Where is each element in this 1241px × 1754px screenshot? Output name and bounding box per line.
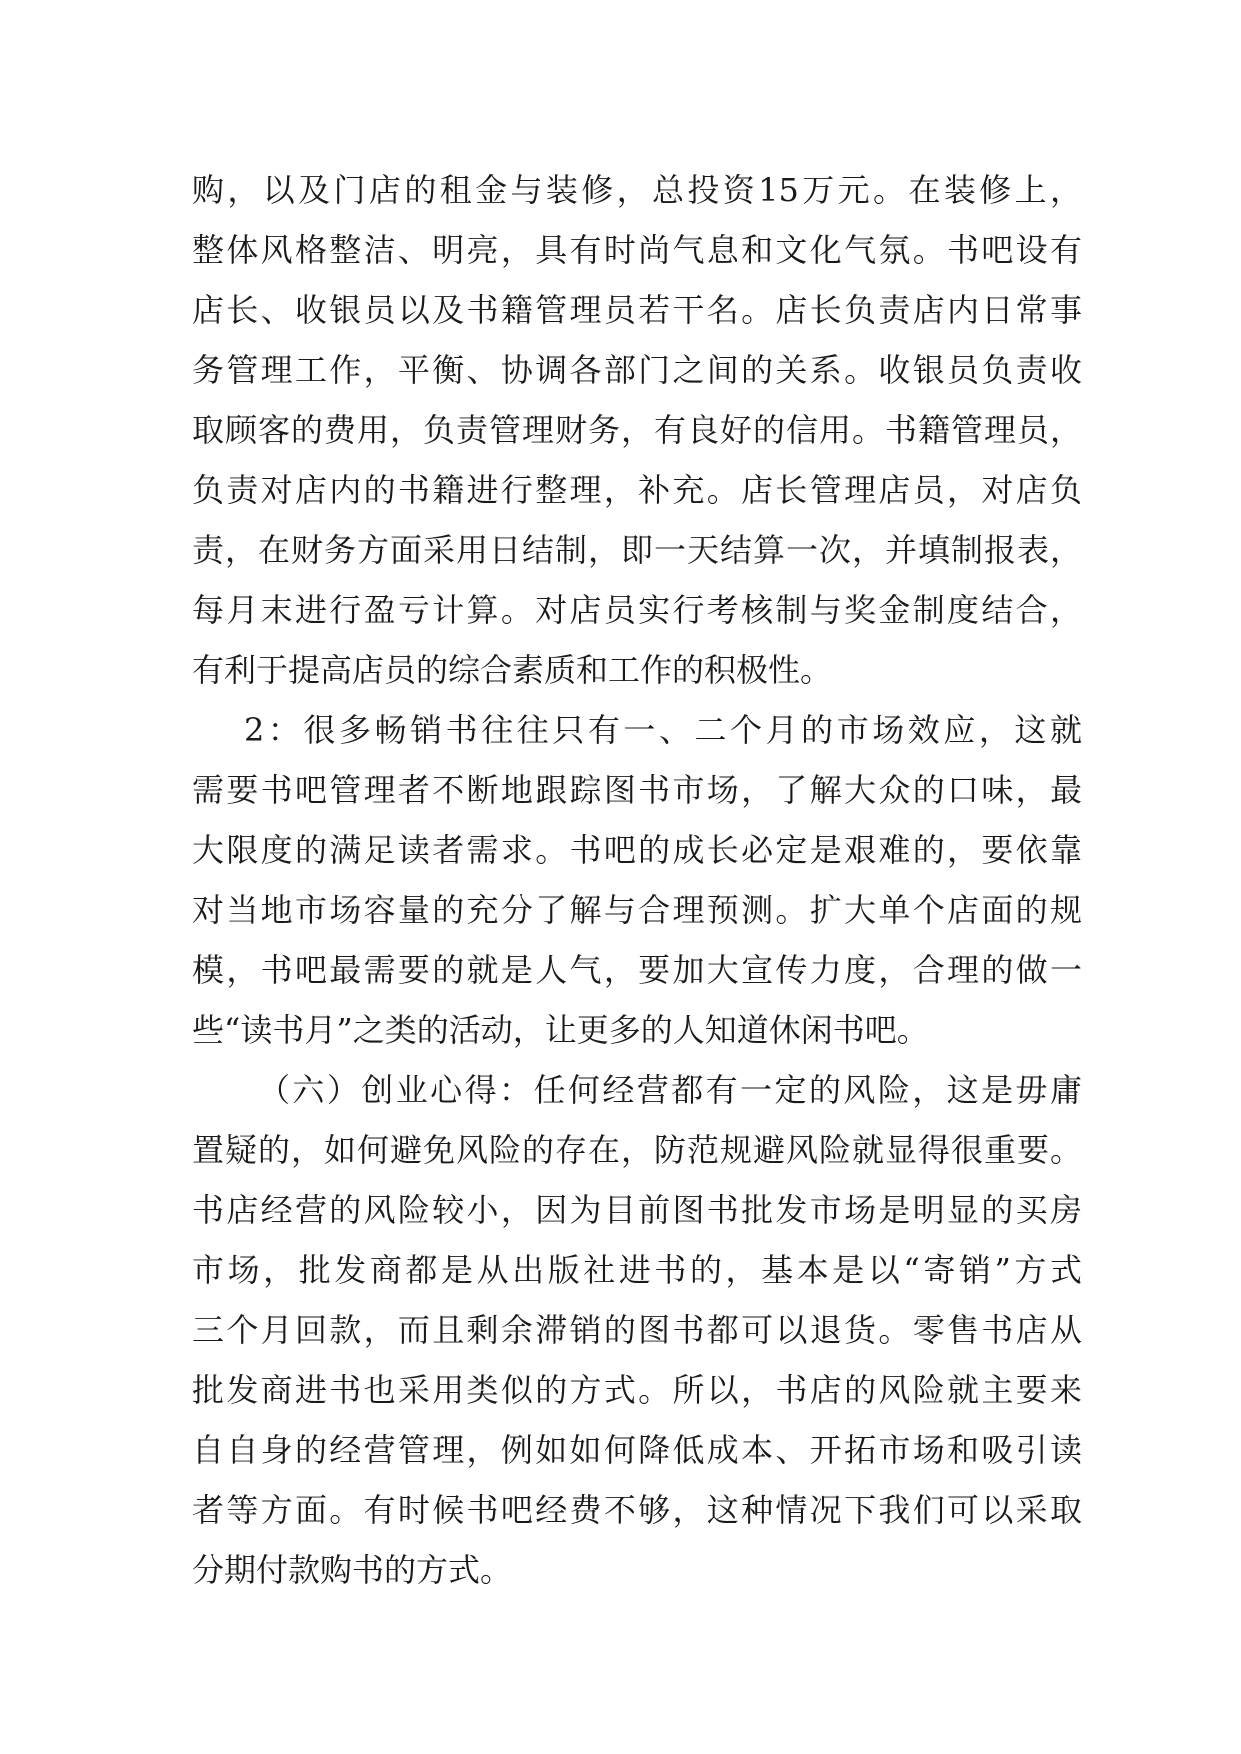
- text-line: 模，书吧最需要的就是人气，要加大宣传力度，合理的做一: [192, 951, 1082, 989]
- text-line: 对当地市场容量的充分了解与合理预测。扩大单个店面的规: [192, 891, 1082, 929]
- text-line: 分期付款购书的方式。: [192, 1551, 513, 1589]
- text-line: 购，以及门店的租金与装修，总投资15万元。在装修上，: [192, 171, 1082, 209]
- text-line: 务管理工作，平衡、协调各部门之间的关系。收银员负责收: [192, 351, 1082, 389]
- body-text: [192, 160, 1082, 1600]
- text-line: 市场，批发商都是从出版社进书的，基本是以“寄销”方式: [192, 1251, 1082, 1289]
- text-line: 书店经营的风险较小，因为目前图书批发市场是明显的买房: [192, 1191, 1082, 1229]
- text-line: 需要书吧管理者不断地跟踪图书市场，了解大众的口味，最: [192, 771, 1082, 809]
- text-line: 取顾客的费用，负责管理财务，有良好的信用。书籍管理员，: [192, 411, 1082, 449]
- text-line: 2：很多畅销书往往只有一、二个月的市场效应，这就: [244, 711, 1082, 749]
- text-line: 置疑的，如何避免风险的存在，防范规避风险就显得很重要。: [192, 1131, 1082, 1169]
- text-line: 整体风格整洁、明亮，具有时尚气息和文化气氛。书吧设有: [192, 231, 1082, 269]
- text-line: 者等方面。有时候书吧经费不够，这种情况下我们可以采取: [192, 1491, 1082, 1529]
- text-line: （六）创业心得：任何经营都有一定的风险，这是毋庸: [258, 1071, 1082, 1109]
- text-line: 有利于提高店员的综合素质和工作的积极性。: [192, 651, 833, 689]
- text-line: 三个月回款，而且剩余滞销的图书都可以退货。零售书店从: [192, 1311, 1082, 1349]
- text-line: 批发商进书也采用类似的方式。所以，书店的风险就主要来: [192, 1371, 1082, 1409]
- text-line: 些“读书月”之类的活动，让更多的人知道休闲书吧。: [192, 1011, 929, 1049]
- text-line: 责，在财务方面采用日结制，即一天结算一次，并填制报表，: [192, 531, 1082, 569]
- text-line: 店长、收银员以及书籍管理员若干名。店长负责店内日常事: [192, 291, 1082, 329]
- text-line: 每月末进行盈亏计算。对店员实行考核制与奖金制度结合，: [192, 591, 1082, 629]
- text-line: 自自身的经营管理，例如如何降低成本、开拓市场和吸引读: [192, 1431, 1082, 1469]
- text-line: 大限度的满足读者需求。书吧的成长必定是艰难的，要依靠: [192, 831, 1082, 869]
- text-line: 负责对店内的书籍进行整理，补充。店长管理店员，对店负: [192, 471, 1082, 509]
